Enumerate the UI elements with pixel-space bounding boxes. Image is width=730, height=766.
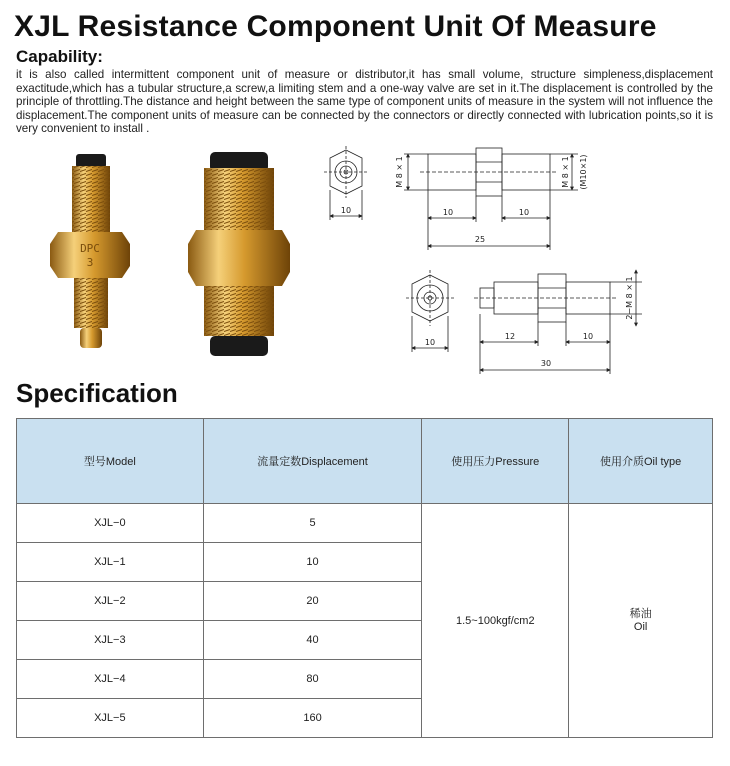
thread-top-right: M 8 × 1 <box>561 156 570 188</box>
product-photos <box>50 148 300 363</box>
model-cell: XJL−4 <box>17 660 204 699</box>
dim-top-right: 10 <box>518 208 530 217</box>
displacement-cell: 40 <box>203 621 422 660</box>
model-cell: XJL−3 <box>17 621 204 660</box>
column-header-pressure: 使用压力Pressure <box>422 419 569 504</box>
drawing-top-side-view <box>404 148 578 250</box>
fitting-marking-2: 3 <box>86 256 94 269</box>
dim-top-left: 10 <box>442 208 454 217</box>
dim-bottom-right: 10 <box>582 332 594 341</box>
brass-fitting-small <box>50 154 130 348</box>
capability-heading: Capability: <box>16 47 103 66</box>
model-cell: XJL−0 <box>17 504 204 543</box>
dim-top-hex: 10 <box>340 206 352 215</box>
drawing-bottom-side-view <box>474 270 642 374</box>
technical-drawings <box>310 140 660 380</box>
displacement-cell: 160 <box>203 699 422 738</box>
model-cell: XJL−5 <box>17 699 204 738</box>
displacement-cell: 10 <box>203 543 422 582</box>
displacement-cell: 20 <box>203 582 422 621</box>
model-cell: XJL−1 <box>17 543 204 582</box>
thread-top-right-alt: (M10×1) <box>579 154 588 190</box>
pressure-cell: 1.5~100kgf/cm2 <box>422 504 569 738</box>
displacement-cell: 5 <box>203 504 422 543</box>
dim-bottom-left: 12 <box>504 332 516 341</box>
column-header-model: 型号Model <box>17 419 204 504</box>
dim-bottom-hex: 10 <box>424 338 436 347</box>
dim-bottom-total: 30 <box>540 359 552 368</box>
thread-top-left: M 8 × 1 <box>395 156 404 188</box>
brass-fitting-large <box>188 152 290 356</box>
oil-type-zh: 稀油 <box>629 607 652 620</box>
table-row <box>17 504 713 543</box>
thread-bottom-right: 2−M 8 × 1 <box>625 276 634 320</box>
oil-type-en: Oil <box>633 620 648 633</box>
column-header-oil-type: 使用介质Oil type <box>569 419 713 504</box>
model-cell: XJL−2 <box>17 582 204 621</box>
table-header-row <box>17 419 713 504</box>
page-title: XJL Resistance Component Unit Of Measure <box>14 10 657 43</box>
specification-table <box>16 418 713 738</box>
capability-text: it is also called intermittent component unit of measure or distributor,it has small volume, structure simpleness,displacement exactitude,which has a tubular structure,a screw,a limiting stem and a one-way valve are set in it.The displacement is controlled by the principle of throttling.The distance and height between the same type of component units of measure in the system will not influence the displacement.The component units of measure can be connected by the connectors or directly connected with lubrication points,so it is very convenient to install . <box>16 68 713 136</box>
displacement-cell: 80 <box>203 660 422 699</box>
fitting-marking-1: DPC <box>80 242 100 255</box>
oil-type-cell <box>569 504 713 738</box>
dim-top-total: 25 <box>474 235 486 244</box>
specification-heading: Specification <box>16 378 178 408</box>
column-header-displacement: 流量定数Displacement <box>203 419 422 504</box>
